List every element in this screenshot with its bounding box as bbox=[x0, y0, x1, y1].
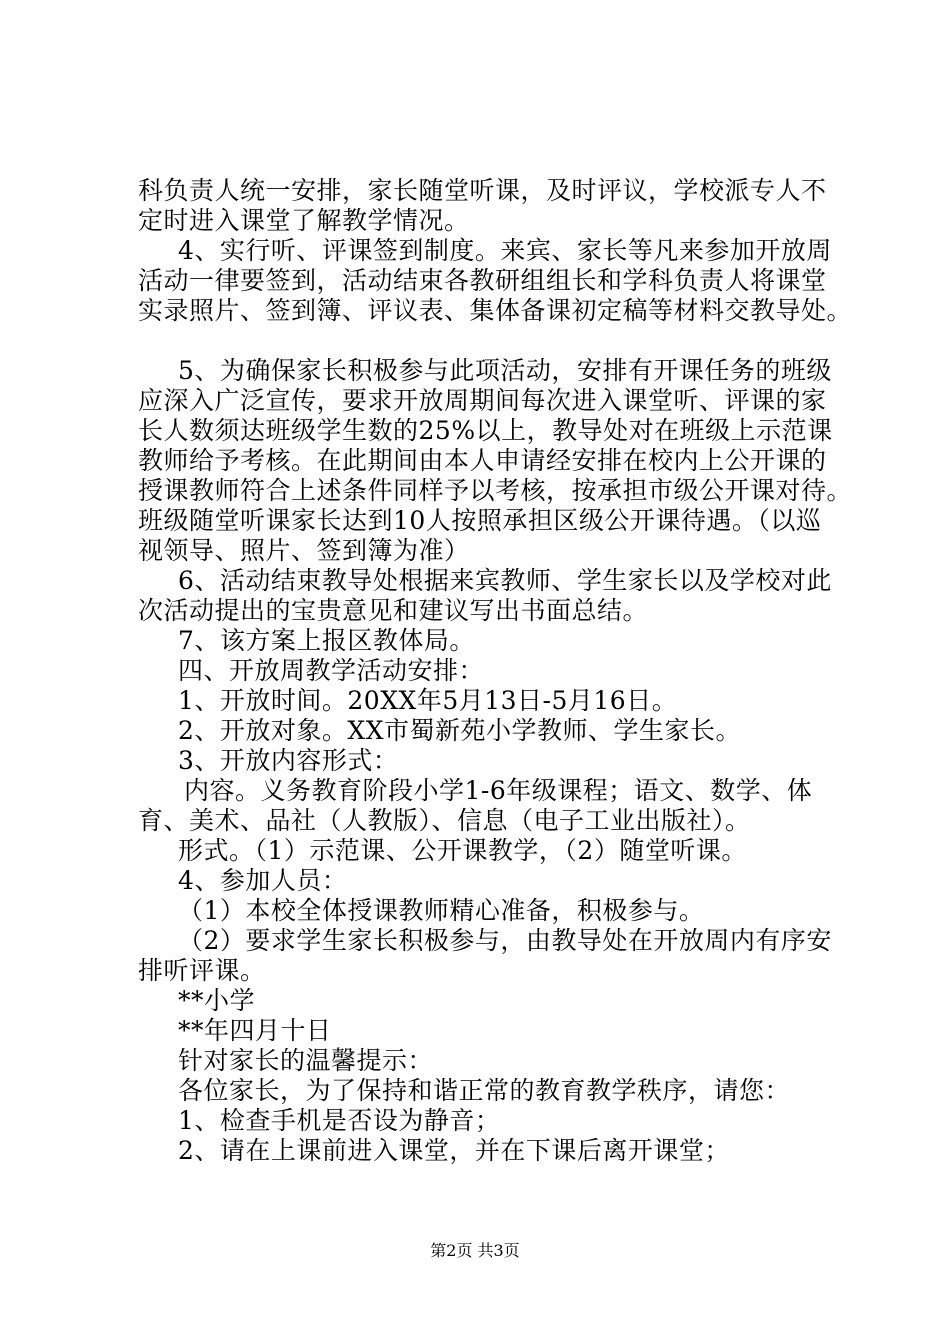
paragraph-line: 班级随堂听课家长达到10人按照承担区级公开课待遇。（以巡 bbox=[138, 506, 822, 535]
paragraph-line: 形式。（1）示范课、公开课教学，（2）随堂听课。 bbox=[178, 836, 747, 865]
paragraph-line: 2、开放对象。XX市蜀新苑小学教师、学生家长。 bbox=[178, 716, 742, 745]
paragraph-line: 内容。义务教育阶段小学1-6年级课程；语文、数学、体 bbox=[184, 776, 813, 805]
signature-date: **年四月十日 bbox=[178, 1016, 332, 1045]
paragraph-line: 4、实行听、评课签到制度。来宾、家长等凡来参加开放周 bbox=[178, 236, 832, 265]
paragraph-line: 7、该方案上报区教体局。 bbox=[178, 626, 475, 655]
paragraph-line: 各位家长，为了保持和谐正常的教育教学秩序，请您： bbox=[178, 1076, 791, 1105]
page-footer: 第2页 共3页 bbox=[430, 1241, 520, 1260]
section-heading: 四、开放周教学活动安排： bbox=[178, 656, 485, 685]
paragraph-line: 2、请在上课前进入课堂，并在下课后离开课堂； bbox=[178, 1136, 730, 1165]
paragraph-line: 定时进入课堂了解教学情况。 bbox=[138, 206, 470, 235]
paragraph-line: 长人数须达班级学生数的25%以上，教导处对在班级上示范课 bbox=[138, 416, 833, 445]
paragraph-line: 活动一律要签到，活动结束各教研组组长和学科负责人将课堂 bbox=[138, 266, 827, 295]
section-heading: 针对家长的温馨提示： bbox=[178, 1046, 434, 1075]
paragraph-line: 1、检查手机是否设为静音； bbox=[178, 1106, 501, 1135]
paragraph-line: 育、美术、品社（人教版）、信息（电子工业出版社）。 bbox=[138, 806, 751, 835]
paragraph-line: 3、开放内容形式： bbox=[178, 746, 399, 775]
paragraph-line: 科负责人统一安排，家长随堂听课，及时评议，学校派专人不 bbox=[138, 176, 827, 205]
paragraph-line: 排听评课。 bbox=[138, 956, 266, 985]
paragraph-line: 实录照片、签到簿、评议表、集体备课初定稿等材料交教导处。 bbox=[138, 296, 853, 325]
paragraph-line: 教师给予考核。在此期间由本人申请经安排在校内上公开课的 bbox=[138, 446, 827, 475]
paragraph-line: 6、活动结束教导处根据来宾教师、学生家长以及学校对此 bbox=[178, 566, 832, 595]
signature-school: **小学 bbox=[178, 986, 256, 1015]
paragraph-line: 视领导、照片、签到簿为准） bbox=[138, 536, 470, 565]
paragraph-line: （2）要求学生家长积极参与，由教导处在开放周内有序安 bbox=[178, 926, 832, 955]
paragraph-line: 应深入广泛宣传，要求开放周期间每次进入课堂听、评课的家 bbox=[138, 386, 827, 415]
paragraph-line: 次活动提出的宝贵意见和建议写出书面总结。 bbox=[138, 596, 649, 625]
paragraph-line: （1）本校全体授课教师精心准备，积极参与。 bbox=[178, 896, 705, 925]
paragraph-line: 5、为确保家长积极参与此项活动，安排有开课任务的班级 bbox=[178, 356, 832, 385]
paragraph-line: 4、参加人员： bbox=[178, 866, 348, 895]
paragraph-line: 授课教师符合上述条件同样予以考核，按承担市级公开课对待。 bbox=[138, 476, 853, 505]
paragraph-line: 1、开放时间。20XX年5月13日-5月16日。 bbox=[178, 686, 678, 715]
